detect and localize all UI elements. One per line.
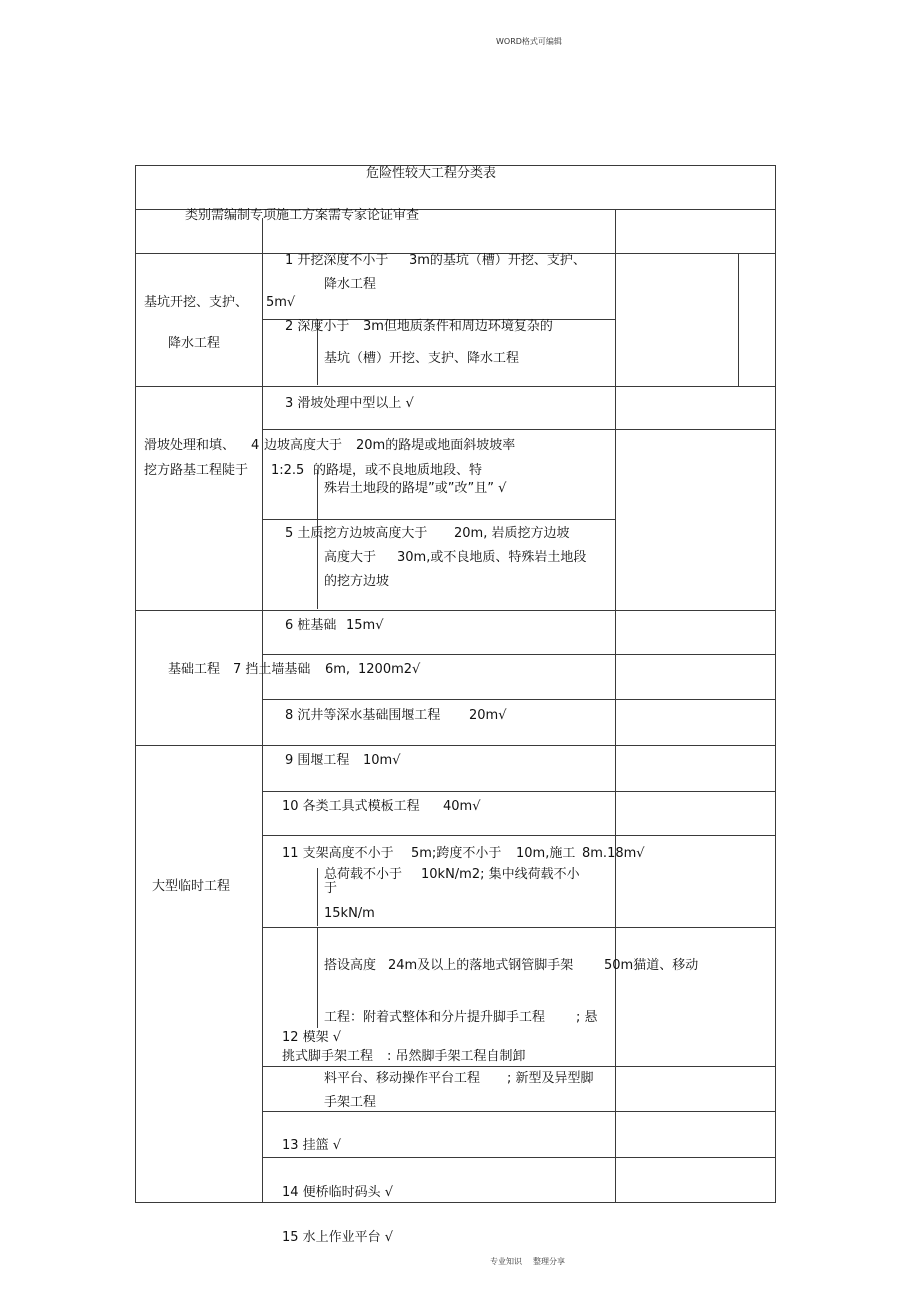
row-4-text: 边坡高度大于 xyxy=(264,438,343,453)
table-rule xyxy=(262,927,776,928)
category-fragment: 5m√ xyxy=(266,295,296,310)
row-12-text: 50m猫道、移动 xyxy=(604,958,699,973)
table-rule xyxy=(262,699,776,700)
table-rule xyxy=(262,519,616,520)
page-header: WORD格式可编辑 xyxy=(496,37,562,46)
table-column-rule xyxy=(738,253,739,386)
table-column-header: 类别需编制专项施工方案需专家论证审查 xyxy=(185,208,420,223)
row-7-text: 6m, xyxy=(325,662,351,677)
table-column-rule xyxy=(317,868,318,926)
row-9-text: 10m√ xyxy=(363,753,401,768)
row-6-text: 6 桩基础 xyxy=(285,618,337,633)
row-12-text: ; 新型及异型脚 xyxy=(507,1071,594,1086)
row-11-text: 5m;跨度不小于 xyxy=(411,846,502,861)
category-slope-line2: 挖方路基工程陡于 xyxy=(144,463,249,478)
row-10-text: 10 各类工具式模板工程 xyxy=(282,799,420,814)
table-rule xyxy=(262,429,776,430)
table-column-rule xyxy=(317,928,318,1028)
row-8-text: 20m√ xyxy=(469,708,507,723)
table-column-rule xyxy=(615,209,616,1203)
row-12-text: 手架工程 xyxy=(324,1095,377,1110)
table-rule xyxy=(262,654,776,655)
row-12-text: 挑式脚手架工程 xyxy=(282,1049,374,1064)
row-10-text: 40m√ xyxy=(443,799,481,814)
row-5-text: 30m,或不良地质、特殊岩土地段 xyxy=(397,550,587,565)
table-rule xyxy=(262,835,776,836)
row-5-text: 的挖方边坡 xyxy=(324,574,390,589)
row-12-text: 24m及以上的落地式钢管脚手架 xyxy=(388,958,574,973)
table-rule xyxy=(135,610,776,611)
table-border-right xyxy=(775,165,776,1203)
row-11-text: 8m.18m√ xyxy=(582,846,645,861)
table-rule xyxy=(262,1066,776,1067)
row-1-text: 3m的基坑（槽）开挖、支护、 xyxy=(409,253,586,268)
category-foundation-pit-line2: 降水工程 xyxy=(168,336,221,351)
row-11-text: 15kN/m xyxy=(324,906,375,921)
row-12-text: ; 悬 xyxy=(576,1010,598,1025)
table-border-left xyxy=(135,165,136,1203)
category-foundation: 基础工程 xyxy=(168,662,221,677)
row-8-text: 8 沉井等深水基础围堰工程 xyxy=(285,708,441,723)
row-5-text: 20m, 岩质挖方边坡 xyxy=(454,526,570,541)
row-12-text: 工程：附着式整体和分片提升脚手工程 xyxy=(324,1010,546,1025)
row-4-text: 20m的路堤或地面斜坡坡率 xyxy=(356,438,516,453)
row-12-text: : 吊然脚手架工程自制卸 xyxy=(387,1049,526,1064)
row-11-text: 于 xyxy=(324,881,338,896)
row-15-text: 15 水上作业平台 √ xyxy=(282,1230,394,1245)
row-12-text: 搭设高度 xyxy=(324,958,377,973)
row-7-text: 7 挡土墙基础 xyxy=(233,662,311,677)
row-4-text: 的路堤，或不良地质地段、特 xyxy=(313,463,483,478)
row-9-text: 9 围堰工程 xyxy=(285,753,350,768)
row-12-text: 料平台、移动操作平台工程 xyxy=(324,1071,481,1086)
table-border-bottom xyxy=(135,1202,776,1203)
row-1-text: 降水工程 xyxy=(324,277,377,292)
row-2-text: 基坑（槽）开挖、支护、降水工程 xyxy=(324,351,520,366)
table-rule xyxy=(262,1111,776,1112)
row-2-text: 3m但地质条件和周边环境复杂的 xyxy=(363,319,553,334)
row-13-text: 13 挂篮 √ xyxy=(282,1138,342,1153)
table-title: 危险性较大工程分类表 xyxy=(366,166,497,181)
row-11-text: 总荷载不小于 xyxy=(324,867,403,882)
row-6-text: 15m√ xyxy=(346,618,384,633)
footer-left: 专业知识 xyxy=(490,1257,522,1266)
row-3-text: 3 滑坡处理中型以上 √ xyxy=(285,396,414,411)
table-rule xyxy=(135,745,776,746)
row-12-text: 12 模架 √ xyxy=(282,1030,342,1045)
category-slope: 滑坡处理和填、 xyxy=(144,438,236,453)
category-foundation-pit: 基坑开挖、支护、 xyxy=(144,295,249,310)
table-rule xyxy=(262,791,776,792)
row-11-text: 10kN/m2; 集中线荷载不小 xyxy=(421,867,580,882)
footer-right: 整理分享 xyxy=(533,1257,565,1266)
row-4-text: 殊岩土地段的路堤”或”改”且” √ xyxy=(324,481,507,496)
row-5-text: 5 土质挖方边坡高度大于 xyxy=(285,526,428,541)
table-column-rule xyxy=(262,218,263,1203)
category-temporary: 大型临时工程 xyxy=(152,879,231,894)
row-11-text: 10m,施工 xyxy=(516,846,576,861)
table-rule xyxy=(262,1157,776,1158)
row-7-text: 1200m2√ xyxy=(358,662,421,677)
row-1-text: 1 开挖深度不小于 xyxy=(285,253,389,268)
table-rule xyxy=(135,386,776,387)
row-14-text: 14 便桥临时码头 √ xyxy=(282,1185,394,1200)
row-4-ratio: 1:2.5 xyxy=(271,463,305,478)
row-4-number: 4 xyxy=(251,438,260,453)
row-5-text: 高度大于 xyxy=(324,550,377,565)
row-2-text: 2 深度小于 xyxy=(285,319,350,334)
row-11-text: 11 支架高度不小于 xyxy=(282,846,394,861)
